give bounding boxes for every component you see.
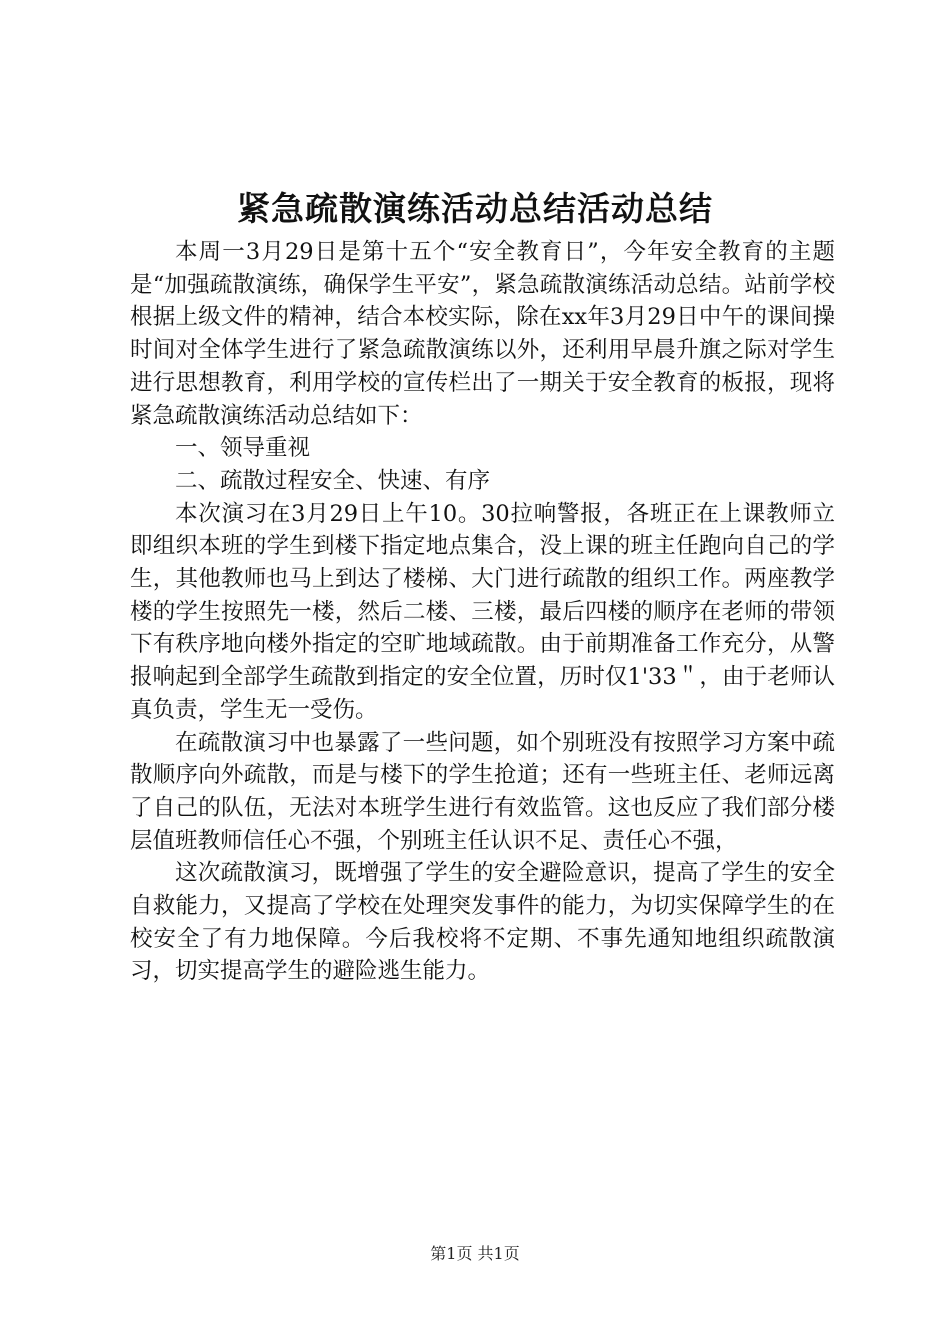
paragraph-drill-process: 本次演习在3月29日上午10。30拉响警报，各班正在上课教师立即组织本班的学生到楼下指定地点集合，没上课的班主任跑向自己的学生，其他教师也马上到达了楼梯、大门进行疏散的组织工作。两座教学楼的学生按照先一楼，然后二楼、三楼，最后四楼的顺序在老师的带领下有秩序地向楼外指定的空旷地域疏散。由于前期准备工作充分，从警报响起到全部学生疏散到指定的安全位置，历时仅1'33＂，由于老师认真负责，学生无一受伤。 — [130, 500, 835, 723]
section-heading-evacuation: 二、疏散过程安全、快速、有序 — [175, 467, 491, 494]
page-number-footer: 第1页 共1页 — [430, 1244, 520, 1263]
paragraph-problems: 在疏散演习中也暴露了一些问题，如个别班没有按照学习方案中疏散顺序向外疏散，而是与楼下的学生抢道；还有一些班主任、老师远离了自己的队伍，无法对本班学生进行有效监管。这也反应了我们部分楼层值班教师信任心不强，个别班主任认识不足、责任心不强， — [130, 729, 835, 854]
paragraph-conclusion: 这次疏散演习，既增强了学生的安全避险意识，提高了学生的安全自救能力，又提高了学校在处理突发事件的能力，为切实保障学生的在校安全了有力地保障。今后我校将不定期、不事先通知地组织疏散演习，切实提高学生的避险逃生能力。 — [130, 860, 835, 985]
document-body — [130, 236, 835, 988]
section-heading-leadership: 一、领导重视 — [175, 435, 311, 462]
paragraph-intro: 本周一3月29日是第十五个“安全教育日”，今年安全教育的主题是“加强疏散演练，确保学生平安”，紧急疏散演练活动总结。站前学校根据上级文件的精神，结合本校实际，除在xx年3月29日中午的课间操时间对全体学生进行了紧急疏散演练以外，还利用早晨升旗之际对学生进行思想教育，利用学校的宣传栏出了一期关于安全教育的板报，现将紧急疏散演练活动总结如下： — [130, 239, 835, 429]
document-title: 紧急疏散演练活动总结活动总结 — [237, 189, 713, 228]
